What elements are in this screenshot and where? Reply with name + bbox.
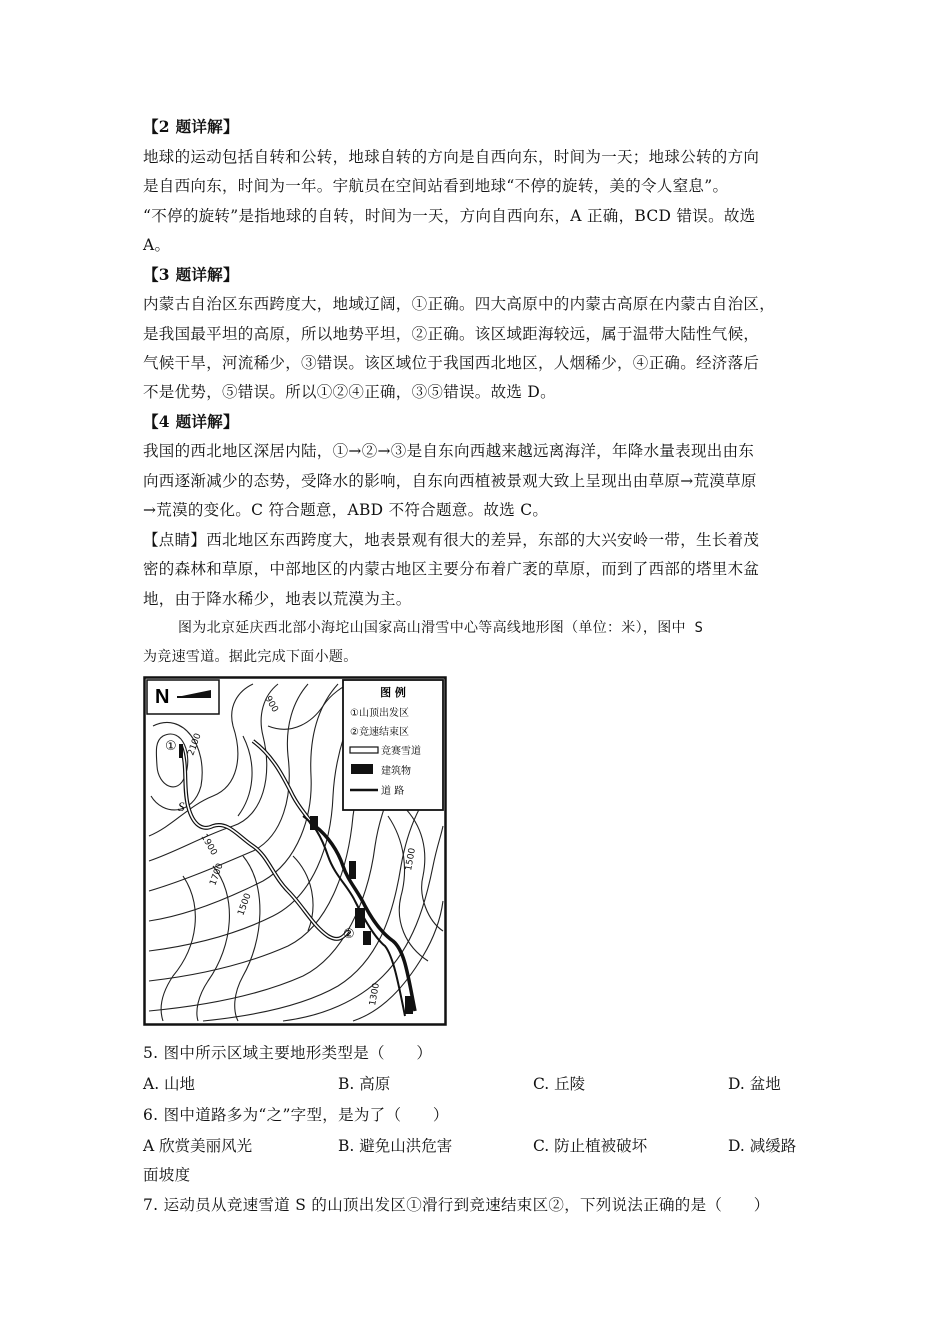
note-paragraph-line: 密的森林和草原，中部地区的内蒙古地区主要分布着广袤的草原，而到了西部的塔里木盆 bbox=[143, 560, 760, 578]
legend-building-symbol bbox=[351, 764, 373, 774]
paragraph-line: 地球的运动包括自转和公转，地球自转的方向是自西向东，时间为一天；地球公转的方向 bbox=[143, 148, 760, 166]
legend-title: 图 例 bbox=[380, 686, 406, 699]
paragraph-line: 气候干旱，河流稀少，③错误。该区域位于我国西北地区，人烟稀少，④正确。经济落后 bbox=[143, 354, 760, 372]
paragraph-line: A。 bbox=[143, 236, 171, 254]
q6-option-c[interactable]: C. 防止植被破坏 bbox=[533, 1137, 648, 1155]
paragraph-line: 是我国最平坦的高原，所以地势平坦，②正确。该区域距海较远，属于温带大陆性气候， bbox=[143, 325, 760, 343]
contour-map-figure bbox=[143, 676, 447, 1026]
section-heading-q3: 【3 题详解】 bbox=[143, 265, 239, 284]
q6-option-d[interactable]: D. 减缓路 bbox=[728, 1137, 797, 1155]
legend-course-symbol bbox=[350, 747, 378, 753]
intro-line: 为竞速雪道。据此完成下面小题。 bbox=[143, 649, 358, 665]
legend-road: 道 路 bbox=[381, 786, 405, 797]
legend-course: 竞赛雪道 bbox=[381, 746, 421, 757]
note-paragraph-line: 【点睛】西北地区东西跨度大，地表景观有很大的差异，东部的大兴安岭一带，生长着茂 bbox=[143, 531, 760, 549]
question-7-stem: 7. 运动员从竞速雪道 S 的山顶出发区①滑行到竞速结束区②，下列说法正确的是（ ） bbox=[143, 1196, 770, 1214]
paragraph-line: 不是优势，⑤错误。所以①②④正确，③⑤错误。故选 D。 bbox=[143, 383, 556, 401]
finish-area-marker: ② bbox=[343, 927, 355, 942]
contour-label: 900 bbox=[262, 694, 280, 715]
q5-option-d[interactable]: D. 盆地 bbox=[728, 1075, 781, 1093]
contour-label: 1500 bbox=[236, 892, 254, 918]
contour-label: 1300 bbox=[368, 982, 382, 1007]
question-5-stem: 5. 图中所示区域主要地形类型是（ ） bbox=[143, 1044, 433, 1062]
q5-option-c[interactable]: C. 丘陵 bbox=[533, 1075, 586, 1093]
contour-label: 1700 bbox=[208, 862, 226, 888]
q6-option-d-continued: 面坡度 bbox=[143, 1166, 191, 1184]
building bbox=[363, 931, 371, 945]
paragraph-line: 是自西向东，时间为一年。宇航员在空间站看到地球“不停的旋转，美的令人窒息”。 bbox=[143, 177, 729, 195]
q5-option-b[interactable]: B. 高原 bbox=[338, 1075, 391, 1093]
intro-line: 图为北京延庆西北部小海坨山国家高山滑雪中心等高线地形图（单位：米），图中 S bbox=[178, 620, 704, 636]
legend-finish-area: ②竞速结束区 bbox=[350, 727, 409, 738]
contour-label: 1900 bbox=[198, 832, 219, 858]
question-6-stem: 6. 图中道路多为“之”字型，是为了（ ） bbox=[143, 1106, 449, 1124]
course-s-label: S bbox=[178, 799, 185, 814]
building bbox=[349, 861, 356, 879]
section-heading-q4: 【4 题详解】 bbox=[143, 412, 239, 431]
paragraph-line: 向西逐渐减少的态势，受降水的影响，自东向西植被景观大致上呈现出由草原→荒漠草原 bbox=[143, 472, 757, 490]
building bbox=[405, 996, 413, 1014]
section-heading-q2: 【2 题详解】 bbox=[143, 117, 239, 136]
paragraph-line: “不停的旋转”是指地球的自转，时间为一天，方向自西向东，A 正确，BCD 错误。故选 bbox=[143, 207, 756, 225]
q6-option-b[interactable]: B. 避免山洪危害 bbox=[338, 1137, 453, 1155]
q6-option-a[interactable]: A 欣赏美丽风光 bbox=[143, 1137, 253, 1155]
legend-start-area: ①山顶出发区 bbox=[350, 708, 409, 719]
building bbox=[179, 744, 183, 758]
contour-label: 2100 bbox=[186, 732, 204, 758]
building bbox=[310, 816, 318, 830]
building bbox=[355, 908, 365, 928]
paragraph-line: 我国的西北地区深居内陆，①→②→③是自东向西越来越远离海洋，年降水量表现出由东 bbox=[143, 442, 755, 460]
paragraph-line: →荒漠的变化。C 符合题意，ABD 不符合题意。故选 C。 bbox=[143, 501, 549, 519]
paragraph-line: 内蒙古自治区东西跨度大，地域辽阔，①正确。四大高原中的内蒙古高原在内蒙古自治区， bbox=[143, 295, 776, 313]
q5-option-a[interactable]: A. 山地 bbox=[143, 1075, 196, 1093]
note-paragraph-line: 地，由于降水稀少，地表以荒漠为主。 bbox=[143, 590, 412, 608]
start-area-marker: ① bbox=[165, 739, 177, 754]
contour-label: 1500 bbox=[404, 847, 418, 872]
north-label: N bbox=[155, 686, 170, 708]
legend-building: 建筑物 bbox=[381, 766, 411, 777]
